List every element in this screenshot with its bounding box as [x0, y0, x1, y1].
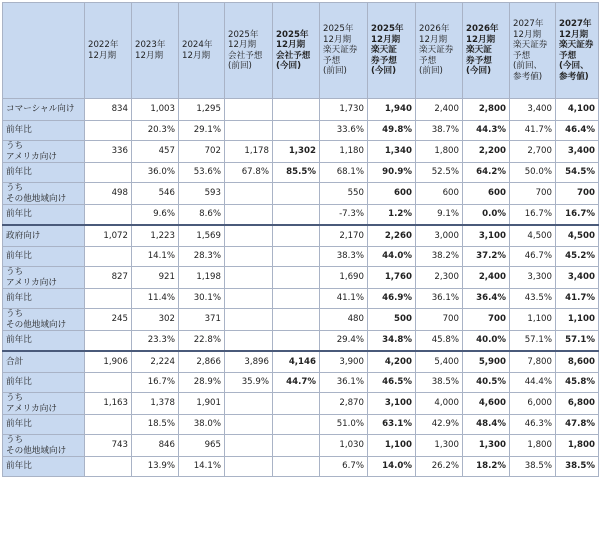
- value-cell: 36.1%: [320, 373, 368, 393]
- value-cell: 9.1%: [416, 205, 463, 225]
- forecast-table: [2, 2, 599, 477]
- value-cell: 1,690: [320, 267, 368, 289]
- value-cell: 743: [85, 435, 132, 457]
- value-cell: 1,223: [132, 225, 179, 247]
- value-cell: 1,730: [320, 99, 368, 121]
- value-cell: [273, 121, 320, 141]
- value-cell: 38.3%: [320, 247, 368, 267]
- yoy-row: [3, 373, 599, 393]
- value-cell: [85, 457, 132, 477]
- yoy-row: [3, 331, 599, 351]
- row-label: 前年比: [3, 373, 85, 393]
- value-cell: 480: [320, 309, 368, 331]
- value-cell: 46.5%: [368, 373, 416, 393]
- value-cell: 85.5%: [273, 163, 320, 183]
- value-cell: [273, 309, 320, 331]
- value-cell: 1,378: [132, 393, 179, 415]
- value-cell: 57.1%: [510, 331, 556, 351]
- column-header: 2027年 12月期 楽天証券 予想 (今回、 参考値): [556, 3, 599, 99]
- value-cell: 45.8%: [416, 331, 463, 351]
- value-cell: 18.5%: [132, 415, 179, 435]
- value-cell: 700: [416, 309, 463, 331]
- value-cell: 1,800: [556, 435, 599, 457]
- value-cell: 834: [85, 99, 132, 121]
- value-cell: 3,400: [510, 99, 556, 121]
- value-cell: [273, 205, 320, 225]
- value-cell: 18.2%: [463, 457, 510, 477]
- value-cell: 51.0%: [320, 415, 368, 435]
- value-cell: 5,900: [463, 351, 510, 373]
- value-cell: 8,600: [556, 351, 599, 373]
- value-cell: 14.1%: [132, 247, 179, 267]
- row-label: うち その他地域向け: [3, 435, 85, 457]
- value-cell: 1,300: [463, 435, 510, 457]
- value-cell: 1,300: [416, 435, 463, 457]
- value-cell: 600: [463, 183, 510, 205]
- value-cell: 546: [132, 183, 179, 205]
- row-label: うち アメリカ向け: [3, 393, 85, 415]
- value-cell: 16.7%: [556, 205, 599, 225]
- value-cell: [225, 309, 273, 331]
- table-row: [3, 141, 599, 163]
- yoy-row: [3, 415, 599, 435]
- value-cell: 3,100: [463, 225, 510, 247]
- value-cell: [85, 331, 132, 351]
- value-cell: 38.7%: [416, 121, 463, 141]
- value-cell: 36.4%: [463, 289, 510, 309]
- value-cell: 7,800: [510, 351, 556, 373]
- value-cell: 1,901: [179, 393, 225, 415]
- value-cell: 1,180: [320, 141, 368, 163]
- value-cell: 3,400: [556, 267, 599, 289]
- value-cell: [225, 205, 273, 225]
- value-cell: [85, 247, 132, 267]
- value-cell: [225, 415, 273, 435]
- value-cell: 371: [179, 309, 225, 331]
- value-cell: 700: [463, 309, 510, 331]
- value-cell: 2,700: [510, 141, 556, 163]
- value-cell: [225, 289, 273, 309]
- value-cell: [273, 289, 320, 309]
- value-cell: [225, 121, 273, 141]
- value-cell: -7.3%: [320, 205, 368, 225]
- row-label: うち その他地域向け: [3, 309, 85, 331]
- value-cell: [85, 415, 132, 435]
- value-cell: 1,072: [85, 225, 132, 247]
- value-cell: [273, 457, 320, 477]
- value-cell: 43.5%: [510, 289, 556, 309]
- value-cell: [225, 183, 273, 205]
- value-cell: 52.5%: [416, 163, 463, 183]
- value-cell: 28.9%: [179, 373, 225, 393]
- value-cell: [273, 267, 320, 289]
- value-cell: 23.3%: [132, 331, 179, 351]
- row-label: コマーシャル向け: [3, 99, 85, 121]
- value-cell: 54.5%: [556, 163, 599, 183]
- value-cell: 5,400: [416, 351, 463, 373]
- value-cell: 64.2%: [463, 163, 510, 183]
- value-cell: 4,500: [556, 225, 599, 247]
- value-cell: 3,900: [320, 351, 368, 373]
- row-label: うち その他地域向け: [3, 183, 85, 205]
- row-label: うち アメリカ向け: [3, 267, 85, 289]
- column-header: 2026年 12月期 楽天証 券予想 (今回): [463, 3, 510, 99]
- value-cell: 4,600: [463, 393, 510, 415]
- value-cell: 2,800: [463, 99, 510, 121]
- value-cell: [273, 183, 320, 205]
- value-cell: 46.9%: [368, 289, 416, 309]
- value-cell: 1,003: [132, 99, 179, 121]
- yoy-row: [3, 121, 599, 141]
- value-cell: 550: [320, 183, 368, 205]
- value-cell: [273, 247, 320, 267]
- value-cell: 4,100: [556, 99, 599, 121]
- row-label: 前年比: [3, 457, 85, 477]
- column-header: 2024年 12月期: [179, 3, 225, 99]
- value-cell: 38.5%: [556, 457, 599, 477]
- value-cell: 41.7%: [510, 121, 556, 141]
- value-cell: 38.5%: [416, 373, 463, 393]
- value-cell: 702: [179, 141, 225, 163]
- value-cell: 50.0%: [510, 163, 556, 183]
- header-corner-cell: [3, 3, 85, 99]
- column-header: 2025年 12月期 楽天証券 予想 (前回): [320, 3, 368, 99]
- row-label: うち アメリカ向け: [3, 141, 85, 163]
- value-cell: [85, 163, 132, 183]
- value-cell: 38.0%: [179, 415, 225, 435]
- value-cell: [273, 415, 320, 435]
- value-cell: 6,000: [510, 393, 556, 415]
- value-cell: 68.1%: [320, 163, 368, 183]
- value-cell: 44.7%: [273, 373, 320, 393]
- value-cell: 498: [85, 183, 132, 205]
- row-label: 前年比: [3, 289, 85, 309]
- value-cell: 3,896: [225, 351, 273, 373]
- value-cell: 2,400: [463, 267, 510, 289]
- value-cell: 2,200: [463, 141, 510, 163]
- column-header: 2027年 12月期 楽天証券 予想 (前回、 参考値): [510, 3, 556, 99]
- value-cell: 20.3%: [132, 121, 179, 141]
- value-cell: 46.7%: [510, 247, 556, 267]
- value-cell: 2,260: [368, 225, 416, 247]
- value-cell: [273, 225, 320, 247]
- value-cell: 1,198: [179, 267, 225, 289]
- value-cell: 11.4%: [132, 289, 179, 309]
- value-cell: 44.0%: [368, 247, 416, 267]
- value-cell: 2,870: [320, 393, 368, 415]
- value-cell: 593: [179, 183, 225, 205]
- value-cell: 700: [556, 183, 599, 205]
- value-cell: [273, 99, 320, 121]
- value-cell: [225, 435, 273, 457]
- value-cell: 827: [85, 267, 132, 289]
- value-cell: 2,400: [416, 99, 463, 121]
- row-label: 前年比: [3, 415, 85, 435]
- value-cell: 49.8%: [368, 121, 416, 141]
- value-cell: 41.7%: [556, 289, 599, 309]
- value-cell: 2,866: [179, 351, 225, 373]
- value-cell: 35.9%: [225, 373, 273, 393]
- value-cell: 9.6%: [132, 205, 179, 225]
- value-cell: 14.0%: [368, 457, 416, 477]
- row-label: 合計: [3, 351, 85, 373]
- value-cell: 1,163: [85, 393, 132, 415]
- value-cell: [85, 373, 132, 393]
- value-cell: 47.8%: [556, 415, 599, 435]
- value-cell: 1,030: [320, 435, 368, 457]
- table-row: [3, 351, 599, 373]
- value-cell: 457: [132, 141, 179, 163]
- value-cell: 40.0%: [463, 331, 510, 351]
- value-cell: 36.1%: [416, 289, 463, 309]
- value-cell: 37.2%: [463, 247, 510, 267]
- value-cell: 44.3%: [463, 121, 510, 141]
- value-cell: 2,224: [132, 351, 179, 373]
- value-cell: 16.7%: [510, 205, 556, 225]
- value-cell: 22.8%: [179, 331, 225, 351]
- row-label: 前年比: [3, 331, 85, 351]
- column-header: 2023年 12月期: [132, 3, 179, 99]
- value-cell: 8.6%: [179, 205, 225, 225]
- value-cell: 14.1%: [179, 457, 225, 477]
- value-cell: 3,000: [416, 225, 463, 247]
- value-cell: 36.0%: [132, 163, 179, 183]
- value-cell: 1,295: [179, 99, 225, 121]
- value-cell: 1,100: [556, 309, 599, 331]
- value-cell: 4,146: [273, 351, 320, 373]
- value-cell: 2,170: [320, 225, 368, 247]
- column-header: 2022年 12月期: [85, 3, 132, 99]
- table-row: [3, 183, 599, 205]
- value-cell: 0.0%: [463, 205, 510, 225]
- value-cell: 1,906: [85, 351, 132, 373]
- yoy-row: [3, 205, 599, 225]
- value-cell: 700: [510, 183, 556, 205]
- value-cell: 1.2%: [368, 205, 416, 225]
- value-cell: 6.7%: [320, 457, 368, 477]
- column-header: 2025年 12月期 会社予想 (今回): [273, 3, 320, 99]
- value-cell: 1,100: [368, 435, 416, 457]
- value-cell: 33.6%: [320, 121, 368, 141]
- header-row: [3, 3, 599, 99]
- value-cell: 1,800: [510, 435, 556, 457]
- value-cell: 1,569: [179, 225, 225, 247]
- value-cell: [225, 225, 273, 247]
- value-cell: [225, 393, 273, 415]
- value-cell: 1,940: [368, 99, 416, 121]
- value-cell: 336: [85, 141, 132, 163]
- value-cell: 90.9%: [368, 163, 416, 183]
- column-header: 2026年 12月期 楽天証券 予想 (前回): [416, 3, 463, 99]
- value-cell: [273, 435, 320, 457]
- value-cell: 846: [132, 435, 179, 457]
- value-cell: 3,400: [556, 141, 599, 163]
- value-cell: 29.4%: [320, 331, 368, 351]
- row-label: 前年比: [3, 163, 85, 183]
- value-cell: 1,100: [510, 309, 556, 331]
- value-cell: 46.4%: [556, 121, 599, 141]
- value-cell: 41.1%: [320, 289, 368, 309]
- value-cell: 1,178: [225, 141, 273, 163]
- table-row: [3, 267, 599, 289]
- value-cell: 4,500: [510, 225, 556, 247]
- yoy-row: [3, 457, 599, 477]
- value-cell: 3,300: [510, 267, 556, 289]
- value-cell: [85, 121, 132, 141]
- value-cell: 302: [132, 309, 179, 331]
- value-cell: [273, 393, 320, 415]
- value-cell: 38.2%: [416, 247, 463, 267]
- value-cell: 1,800: [416, 141, 463, 163]
- value-cell: 500: [368, 309, 416, 331]
- value-cell: [225, 457, 273, 477]
- value-cell: 1,340: [368, 141, 416, 163]
- value-cell: 3,100: [368, 393, 416, 415]
- value-cell: 4,000: [416, 393, 463, 415]
- value-cell: 38.5%: [510, 457, 556, 477]
- table-row: [3, 309, 599, 331]
- value-cell: 2,300: [416, 267, 463, 289]
- value-cell: 34.8%: [368, 331, 416, 351]
- value-cell: 45.2%: [556, 247, 599, 267]
- value-cell: 921: [132, 267, 179, 289]
- column-header: 2025年 12月期 楽天証 券予想 (今回): [368, 3, 416, 99]
- value-cell: [85, 205, 132, 225]
- table-row: [3, 393, 599, 415]
- value-cell: 40.5%: [463, 373, 510, 393]
- value-cell: 29.1%: [179, 121, 225, 141]
- value-cell: [85, 289, 132, 309]
- value-cell: 57.1%: [556, 331, 599, 351]
- value-cell: [225, 331, 273, 351]
- column-header: 2025年 12月期 会社予想 (前回): [225, 3, 273, 99]
- value-cell: 28.3%: [179, 247, 225, 267]
- value-cell: 6,800: [556, 393, 599, 415]
- value-cell: [273, 331, 320, 351]
- value-cell: 1,302: [273, 141, 320, 163]
- value-cell: 965: [179, 435, 225, 457]
- value-cell: 53.6%: [179, 163, 225, 183]
- row-label: 前年比: [3, 247, 85, 267]
- value-cell: 45.8%: [556, 373, 599, 393]
- value-cell: 26.2%: [416, 457, 463, 477]
- row-label: 政府向け: [3, 225, 85, 247]
- value-cell: [225, 247, 273, 267]
- value-cell: [225, 99, 273, 121]
- value-cell: 4,200: [368, 351, 416, 373]
- value-cell: 30.1%: [179, 289, 225, 309]
- value-cell: 44.4%: [510, 373, 556, 393]
- table-row: [3, 99, 599, 121]
- value-cell: 48.4%: [463, 415, 510, 435]
- table-row: [3, 225, 599, 247]
- row-label: 前年比: [3, 121, 85, 141]
- value-cell: 16.7%: [132, 373, 179, 393]
- row-label: 前年比: [3, 205, 85, 225]
- yoy-row: [3, 247, 599, 267]
- value-cell: [225, 267, 273, 289]
- value-cell: 1,760: [368, 267, 416, 289]
- value-cell: 13.9%: [132, 457, 179, 477]
- value-cell: 67.8%: [225, 163, 273, 183]
- table-row: [3, 435, 599, 457]
- value-cell: 245: [85, 309, 132, 331]
- value-cell: 63.1%: [368, 415, 416, 435]
- value-cell: 600: [416, 183, 463, 205]
- value-cell: 46.3%: [510, 415, 556, 435]
- yoy-row: [3, 289, 599, 309]
- table-body: [3, 99, 599, 477]
- yoy-row: [3, 163, 599, 183]
- value-cell: 600: [368, 183, 416, 205]
- value-cell: 42.9%: [416, 415, 463, 435]
